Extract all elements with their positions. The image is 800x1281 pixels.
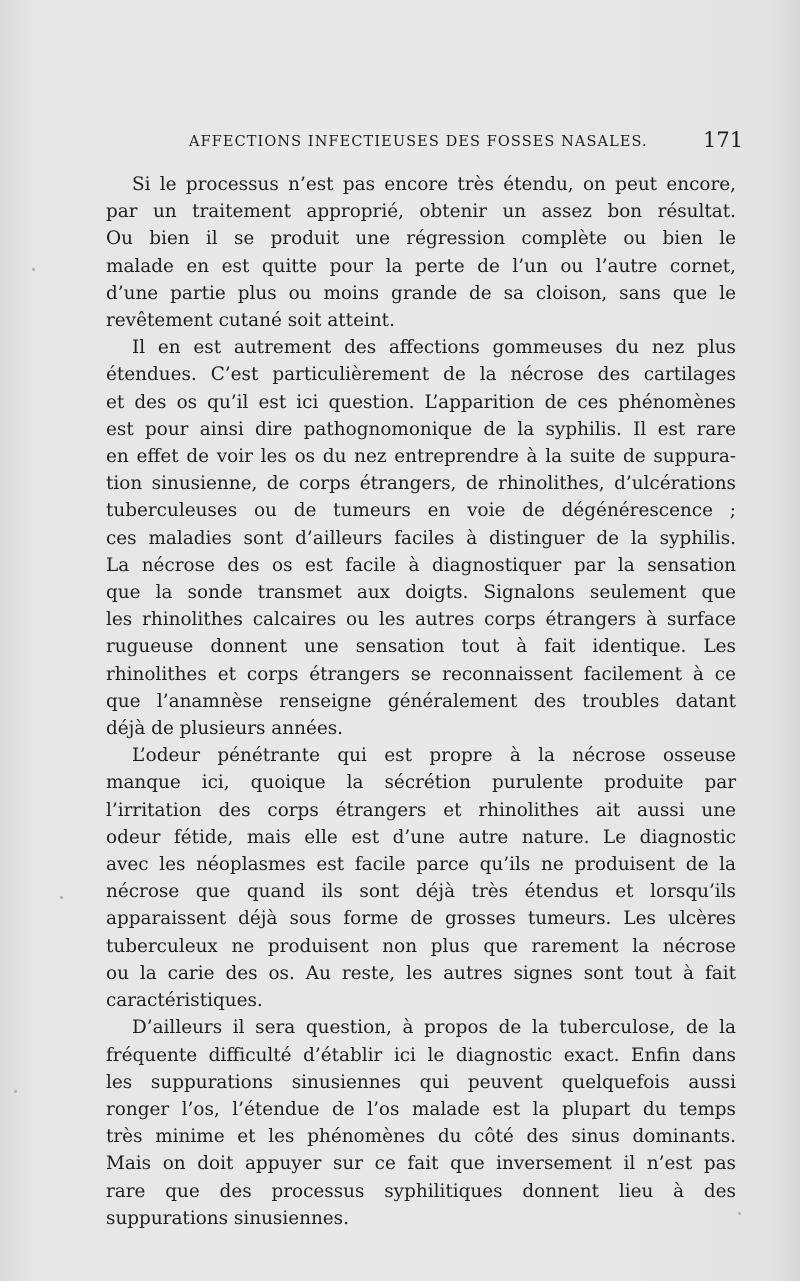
text-line: avec les néoplasmes est facile parce qu’ils ne produisent de la [106, 854, 736, 876]
text-line: Ou bien il se produit une régression complète ou bien le [106, 228, 736, 250]
text-line: ronger l’os, l’étendue de l’os malade est la plupart du temps [106, 1098, 736, 1120]
text-line: les suppurations sinusiennes qui peuvent quelquefois aussi [106, 1071, 736, 1093]
paper-speck [60, 896, 63, 899]
text-line: L’odeur pénétrante qui est propre à la nécrose osseuse [132, 745, 736, 767]
text-line: tuberculeux ne produisent non plus que rarement la nécrose [106, 935, 736, 957]
paragraph-1 [106, 171, 736, 334]
text-line: D’ailleurs il sera question, à propos de la tuberculose, de la [132, 1017, 736, 1039]
text-line: revêtement cutané soit atteint. [106, 310, 395, 332]
text-line: par un traitement approprié, obtenir un assez bon résultat. [106, 201, 736, 223]
text-line: tuberculeuses ou de tumeurs en voie de dégénérescence ; [106, 500, 736, 522]
text-line: ces maladies sont d’ailleurs faciles à distinguer de la syphilis. [106, 527, 736, 549]
text-line: déjà de plusieurs années. [106, 718, 343, 740]
text-line: ou la carie des os. Au reste, les autres signes sont tout à fait [106, 962, 736, 984]
text-line: l’irritation des corps étrangers et rhinolithes ait aussi une [106, 799, 736, 821]
text-line: fréquente difficulté d’établir ici le diagnostic exact. Enfin dans [106, 1044, 736, 1066]
text-line: apparaissent déjà sous forme de grosses tumeurs. Les ulcères [106, 908, 736, 930]
text-line: caractéristiques. [106, 990, 263, 1012]
text-line: manque ici, quoique la sécrétion purulente produite par [106, 772, 736, 794]
text-line: suppurations sinusiennes. [106, 1207, 349, 1229]
paragraph-2 [106, 334, 736, 742]
text-line: Mais on doit appuyer sur ce fait que inversement il n’est pas [106, 1153, 736, 1175]
running-head: AFFECTIONS INFECTIEUSES DES FOSSES NASALES. [189, 134, 648, 150]
text-line: Si le processus n’est pas encore très étendu, on peut encore, [132, 174, 736, 195]
text-line: rugueuse donnent une sensation tout à fait identique. Les [106, 636, 736, 658]
text-line: que l’anamnèse renseigne généralement des troubles datant [106, 690, 736, 712]
text-line: que la sonde transmet aux doigts. Signalons seulement que [106, 582, 736, 604]
text-line: odeur fétide, mais elle est d’une autre nature. Le diagnostic [106, 826, 736, 848]
text-line: et des os qu’il est ici question. L’apparition de ces phénomènes [106, 391, 736, 413]
text-line: étendues. C’est particulièrement de la nécrose des cartilages [106, 364, 736, 386]
text-line: malade en est quitte pour la perte de l’un ou l’autre cornet, [106, 255, 736, 277]
text-line: en effet de voir les os du nez entreprendre à la suite de suppura- [106, 446, 736, 468]
text-line: nécrose que quand ils sont déjà très étendus et lorsqu’ils [106, 881, 736, 903]
text-line: les rhinolithes calcaires ou les autres corps étrangers à surface [106, 609, 736, 631]
paper-speck [14, 1090, 17, 1093]
text-line: La nécrose des os est facile à diagnostiquer par la sensation [106, 554, 736, 576]
paper-speck [32, 268, 35, 271]
text-line: est pour ainsi dire pathognomonique de la syphilis. Il est rare [106, 418, 736, 440]
page-header [0, 128, 800, 160]
body-text [106, 171, 736, 1232]
text-line: rare que des processus syphilitiques donnent lieu à des [106, 1180, 736, 1202]
text-line: Il en est autrement des affections gommeuses du nez plus [132, 337, 736, 359]
text-line: d’une partie plus ou moins grande de sa cloison, sans que le [106, 282, 736, 304]
page-number: 171 [703, 128, 744, 152]
text-line: rhinolithes et corps étrangers se reconnaissent facilement à ce [106, 663, 736, 685]
paper-speck [738, 1212, 741, 1215]
paragraph-4 [106, 1014, 736, 1232]
text-line: tion sinusienne, de corps étrangers, de rhinolithes, d’ulcérations [106, 473, 736, 495]
paragraph-3 [106, 742, 736, 1014]
text-line: très minime et les phénomènes du côté des sinus dominants. [106, 1126, 736, 1148]
